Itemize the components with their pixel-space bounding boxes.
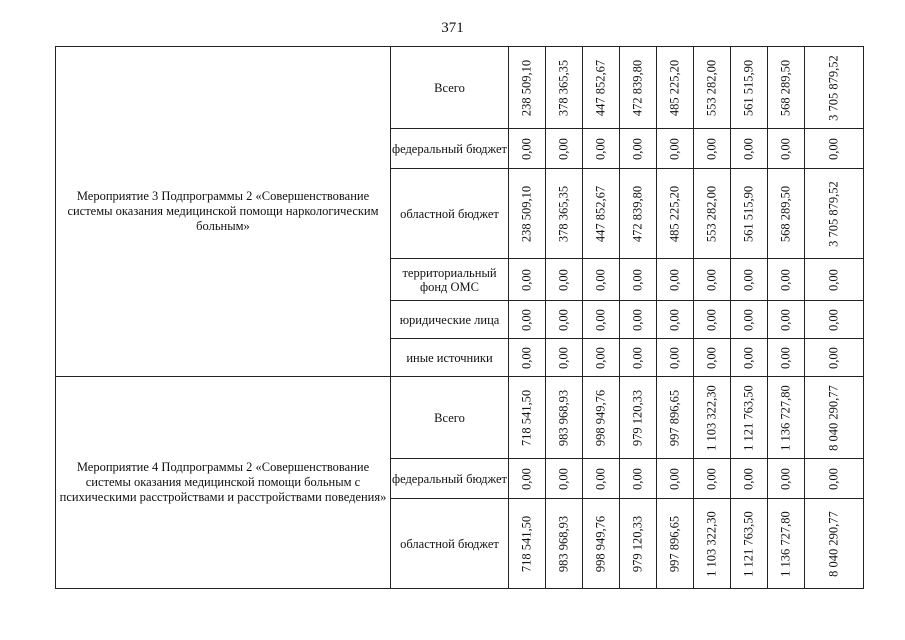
value-text: 0,00 xyxy=(778,346,793,369)
value-text: 568 289,50 xyxy=(778,59,793,116)
value-text: 1 136 727,80 xyxy=(778,384,793,451)
value-cell xyxy=(768,301,805,339)
value-cell xyxy=(768,169,805,259)
funding-source: областной бюджет xyxy=(391,499,509,589)
value-text: 0,00 xyxy=(667,308,682,331)
event-title: Мероприятие 4 Подпрограммы 2 «Совершенствование системы оказания медицинской помощи больным с психическими расстройствами и расстройствами поведения» xyxy=(56,377,391,589)
value-cell xyxy=(657,259,694,301)
funding-source: иные источники xyxy=(391,339,509,377)
value-text: 983 968,93 xyxy=(556,389,571,446)
value-cell xyxy=(731,129,768,169)
value-cell xyxy=(620,499,657,589)
value-cell xyxy=(509,377,546,459)
page-number: 371 xyxy=(441,20,464,36)
value-text: 553 282,00 xyxy=(704,59,719,116)
value-text: 718 541,50 xyxy=(519,389,534,446)
value-cell xyxy=(731,169,768,259)
value-text: 0,00 xyxy=(704,308,719,331)
value-text: 0,00 xyxy=(630,346,645,369)
value-text: 0,00 xyxy=(667,346,682,369)
value-cell xyxy=(546,169,583,259)
value-text: 378 365,35 xyxy=(556,185,571,242)
value-cell xyxy=(583,47,620,129)
value-text: 8 040 290,77 xyxy=(826,384,841,451)
value-cell xyxy=(509,129,546,169)
value-text: 997 896,65 xyxy=(667,515,682,572)
value-cell xyxy=(694,47,731,129)
value-cell xyxy=(731,339,768,377)
funding-source: территориальный фонд ОМС xyxy=(391,259,509,301)
value-cell xyxy=(509,459,546,499)
value-text: 0,00 xyxy=(826,268,841,291)
value-text: 0,00 xyxy=(667,467,682,490)
value-cell xyxy=(657,47,694,129)
value-text: 998 949,76 xyxy=(593,515,608,572)
value-text: 0,00 xyxy=(778,137,793,160)
value-text: 0,00 xyxy=(630,467,645,490)
funding-source: Всего xyxy=(391,377,509,459)
value-text: 0,00 xyxy=(593,137,608,160)
value-cell xyxy=(768,377,805,459)
value-text: 0,00 xyxy=(741,467,756,490)
value-text: 0,00 xyxy=(667,137,682,160)
value-cell xyxy=(657,339,694,377)
value-cell xyxy=(509,301,546,339)
value-text: 561 515,90 xyxy=(741,185,756,242)
value-text: 0,00 xyxy=(704,137,719,160)
value-cell xyxy=(620,47,657,129)
value-text: 0,00 xyxy=(519,308,534,331)
value-text: 0,00 xyxy=(826,137,841,160)
value-text: 0,00 xyxy=(556,137,571,160)
value-text: 472 839,80 xyxy=(630,59,645,116)
value-cell xyxy=(731,47,768,129)
value-cell xyxy=(657,377,694,459)
value-cell xyxy=(509,339,546,377)
value-text: 0,00 xyxy=(519,346,534,369)
value-cell xyxy=(731,499,768,589)
value-text: 0,00 xyxy=(704,268,719,291)
value-text: 568 289,50 xyxy=(778,185,793,242)
value-text: 0,00 xyxy=(556,308,571,331)
funding-source: Всего xyxy=(391,47,509,129)
value-text: 0,00 xyxy=(519,268,534,291)
value-cell xyxy=(805,499,864,589)
value-text: 979 120,33 xyxy=(630,515,645,572)
funding-source: областной бюджет xyxy=(391,169,509,259)
value-cell xyxy=(805,259,864,301)
value-cell xyxy=(657,301,694,339)
value-cell xyxy=(768,259,805,301)
funding-source: юридические лица xyxy=(391,301,509,339)
value-cell xyxy=(768,129,805,169)
value-cell xyxy=(694,259,731,301)
value-text: 0,00 xyxy=(519,137,534,160)
value-cell xyxy=(546,499,583,589)
value-text: 0,00 xyxy=(826,346,841,369)
value-cell xyxy=(546,377,583,459)
value-cell xyxy=(805,339,864,377)
value-text: 0,00 xyxy=(556,268,571,291)
value-cell xyxy=(768,499,805,589)
value-text: 485 225,20 xyxy=(667,59,682,116)
value-text: 0,00 xyxy=(593,467,608,490)
value-text: 1 103 322,30 xyxy=(704,384,719,451)
value-cell xyxy=(805,459,864,499)
value-cell xyxy=(657,169,694,259)
value-text: 378 365,35 xyxy=(556,59,571,116)
value-cell xyxy=(694,459,731,499)
value-text: 3 705 879,52 xyxy=(826,180,841,247)
value-cell xyxy=(805,169,864,259)
value-cell xyxy=(620,459,657,499)
value-text: 0,00 xyxy=(826,467,841,490)
value-cell xyxy=(546,301,583,339)
value-text: 0,00 xyxy=(704,346,719,369)
value-cell xyxy=(694,499,731,589)
value-cell xyxy=(583,301,620,339)
value-text: 0,00 xyxy=(741,137,756,160)
value-cell xyxy=(805,47,864,129)
value-cell xyxy=(583,259,620,301)
value-cell xyxy=(731,377,768,459)
value-cell xyxy=(509,169,546,259)
value-text: 447 852,67 xyxy=(593,59,608,116)
funding-source: федеральный бюджет xyxy=(391,459,509,499)
value-cell xyxy=(583,459,620,499)
value-text: 0,00 xyxy=(778,268,793,291)
value-cell xyxy=(694,377,731,459)
value-text: 0,00 xyxy=(630,137,645,160)
value-cell xyxy=(620,259,657,301)
value-text: 0,00 xyxy=(593,268,608,291)
value-text: 0,00 xyxy=(630,268,645,291)
value-text: 1 136 727,80 xyxy=(778,510,793,577)
value-text: 718 541,50 xyxy=(519,515,534,572)
value-cell xyxy=(583,339,620,377)
value-text: 0,00 xyxy=(667,268,682,291)
value-cell xyxy=(546,129,583,169)
value-cell xyxy=(546,339,583,377)
value-text: 485 225,20 xyxy=(667,185,682,242)
value-text: 0,00 xyxy=(826,308,841,331)
value-cell xyxy=(694,339,731,377)
value-text: 0,00 xyxy=(778,308,793,331)
value-cell xyxy=(620,377,657,459)
value-text: 0,00 xyxy=(593,308,608,331)
value-cell xyxy=(583,129,620,169)
value-text: 3 705 879,52 xyxy=(826,54,841,121)
value-cell xyxy=(620,339,657,377)
value-cell xyxy=(583,499,620,589)
value-text: 238 509,10 xyxy=(519,185,534,242)
value-text: 238 509,10 xyxy=(519,59,534,116)
value-text: 0,00 xyxy=(556,346,571,369)
value-cell xyxy=(509,499,546,589)
value-text: 997 896,65 xyxy=(667,389,682,446)
value-cell xyxy=(694,169,731,259)
value-cell xyxy=(731,259,768,301)
value-text: 0,00 xyxy=(556,467,571,490)
value-cell xyxy=(768,459,805,499)
table-row xyxy=(56,377,864,459)
value-text: 1 121 763,50 xyxy=(741,384,756,451)
value-text: 0,00 xyxy=(741,268,756,291)
value-cell xyxy=(731,459,768,499)
value-cell xyxy=(546,47,583,129)
value-text: 983 968,93 xyxy=(556,515,571,572)
value-cell xyxy=(657,459,694,499)
funding-table xyxy=(55,46,864,589)
value-cell xyxy=(509,47,546,129)
value-text: 998 949,76 xyxy=(593,389,608,446)
value-text: 0,00 xyxy=(778,467,793,490)
value-cell xyxy=(805,129,864,169)
value-cell xyxy=(694,129,731,169)
value-cell xyxy=(694,301,731,339)
value-cell xyxy=(620,169,657,259)
value-cell xyxy=(620,129,657,169)
value-text: 0,00 xyxy=(630,308,645,331)
value-text: 8 040 290,77 xyxy=(826,510,841,577)
value-cell xyxy=(546,459,583,499)
value-text: 1 121 763,50 xyxy=(741,510,756,577)
value-text: 0,00 xyxy=(741,346,756,369)
value-text: 561 515,90 xyxy=(741,59,756,116)
value-text: 0,00 xyxy=(593,346,608,369)
value-cell xyxy=(620,301,657,339)
value-cell xyxy=(546,259,583,301)
value-cell xyxy=(657,129,694,169)
value-text: 0,00 xyxy=(704,467,719,490)
value-cell xyxy=(583,377,620,459)
funding-source: федеральный бюджет xyxy=(391,129,509,169)
value-text: 553 282,00 xyxy=(704,185,719,242)
value-text: 0,00 xyxy=(519,467,534,490)
value-text: 472 839,80 xyxy=(630,185,645,242)
table-row xyxy=(56,47,864,129)
value-cell xyxy=(657,499,694,589)
value-cell xyxy=(768,47,805,129)
value-cell xyxy=(583,169,620,259)
value-text: 1 103 322,30 xyxy=(704,510,719,577)
event-title: Мероприятие 3 Подпрограммы 2 «Совершенствование системы оказания медицинской помощи наркологическим больным» xyxy=(56,47,391,377)
value-cell xyxy=(805,377,864,459)
value-text: 0,00 xyxy=(741,308,756,331)
value-text: 447 852,67 xyxy=(593,185,608,242)
value-cell xyxy=(805,301,864,339)
value-cell xyxy=(768,339,805,377)
value-text: 979 120,33 xyxy=(630,389,645,446)
value-cell xyxy=(731,301,768,339)
value-cell xyxy=(509,259,546,301)
